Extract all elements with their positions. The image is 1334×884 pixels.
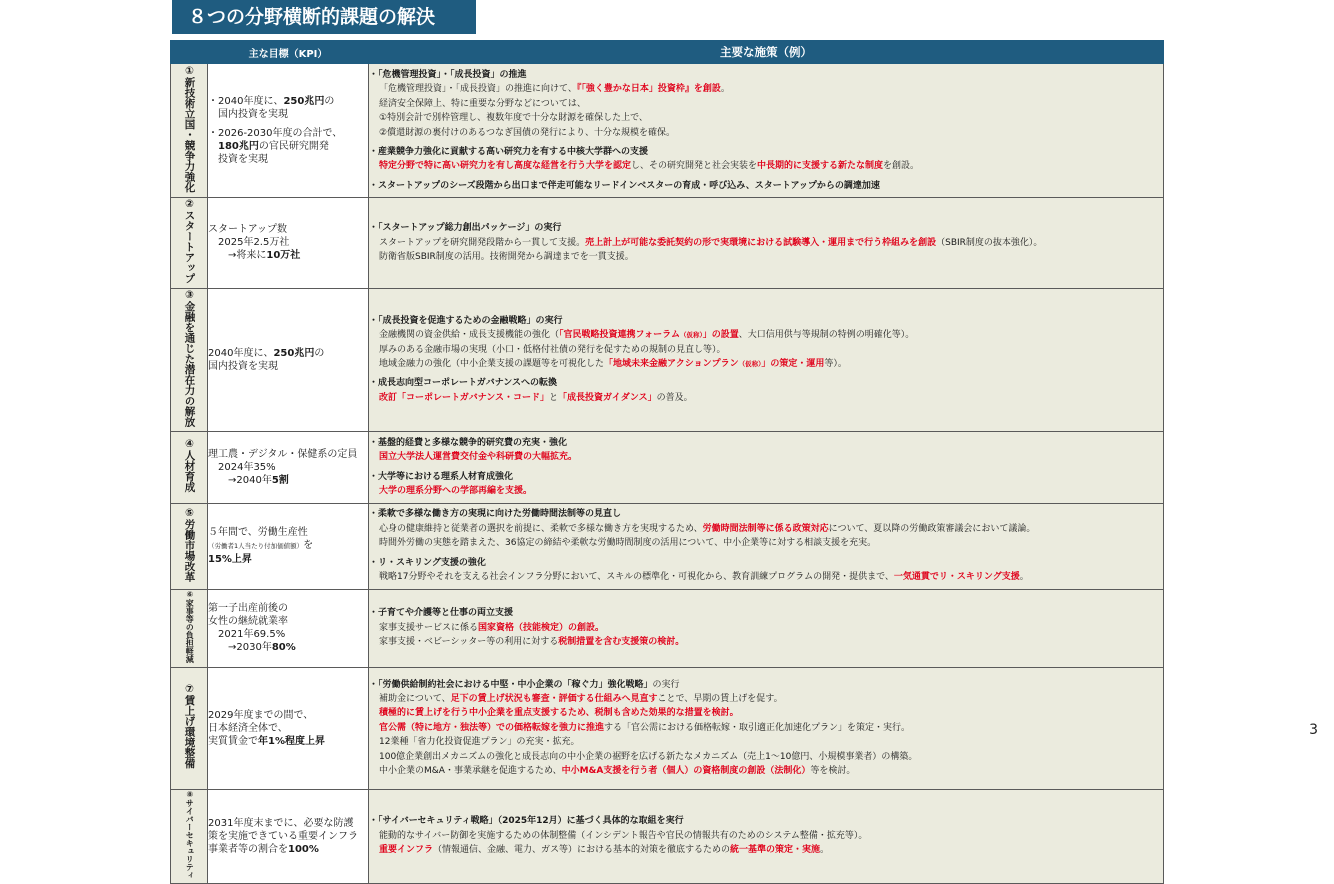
measure-highlight: 労働時間法制等に係る政策対応 xyxy=(702,523,829,534)
measure-highlight: 『「強く豊かな日本」投資枠』を創設 xyxy=(576,84,721,95)
category-cell xyxy=(171,589,208,667)
category-cell xyxy=(171,198,208,289)
measures-cell xyxy=(369,431,1164,503)
kpi-text: 2040年度に、 xyxy=(208,347,274,359)
measure-highlight: 統一基準の策定・実施 xyxy=(730,845,821,856)
measure-highlight: 売上計上が可能な委託契約の形で実環境における試験導入・運用まで行う枠組みを創設 xyxy=(585,237,937,248)
measure-line xyxy=(369,436,1163,450)
kpi-emphasis: 10万社 xyxy=(266,250,301,262)
kpi-text: の xyxy=(314,347,325,359)
measure-text: ②償還財源の裏付けのあるつなぎ国債の発行により、十分な規模を確保。 xyxy=(379,127,675,138)
kpi-line xyxy=(208,722,368,735)
measure-text: について、夏以降の労働政策審議会において議論。 xyxy=(828,523,1036,534)
kpi-emphasis: 180兆円 xyxy=(218,141,259,152)
kpi-line xyxy=(208,539,368,553)
kpi-text: ・2026-2030年度の合計で、 xyxy=(208,128,343,139)
kpi-note: （労働者1人当たり付加価値額） xyxy=(208,542,304,550)
measure-line xyxy=(369,678,1163,692)
measure-line xyxy=(369,692,1163,706)
measure-highlight: 特定分野で特に高い研究力を有し高度な経営を行う大学を認定 xyxy=(379,161,632,172)
measure-highlight: 足下の賃上げ状況も審査・評価する仕組みへ見直す xyxy=(450,693,658,704)
measure-highlight: 」の設置 xyxy=(702,330,739,341)
measure-line xyxy=(369,522,1163,536)
measure-highlight: 重要インフラ xyxy=(379,845,434,856)
kpi-line xyxy=(208,448,368,461)
measure-line xyxy=(369,314,1163,328)
kpi-line xyxy=(208,461,368,474)
category-cell xyxy=(171,288,208,431)
measure-heading: ・「スタートアップ総力創出パッケージ」の実行 xyxy=(369,223,562,234)
category-label: ⑧サイバーセキュリティ xyxy=(185,789,195,879)
table-row xyxy=(171,789,1164,883)
kpi-line xyxy=(208,628,368,641)
kpi-text: 2025年2.5万社 xyxy=(208,237,290,249)
kpi-emphasis: 100% xyxy=(288,843,319,855)
measure-line xyxy=(369,635,1163,649)
measure-line xyxy=(369,735,1163,749)
measure-text: 経済安全保障上、特に重要な分野などについては、 xyxy=(379,98,586,109)
measure-highlight-note: （仮称） xyxy=(679,331,703,340)
measure-highlight: 積極的に賃上げを行う中小企業を重点支援するため、税制も含めた効果的な措置を検討。 xyxy=(379,708,739,719)
measure-text: 。 xyxy=(820,845,830,856)
measure-highlight: 税制措置を含む支援策の検討。 xyxy=(558,637,685,648)
kpi-cell xyxy=(208,503,369,589)
measure-line xyxy=(369,621,1163,635)
category-cell xyxy=(171,431,208,503)
measure-text: 中小企業のM&A・事業承継を促進するため、 xyxy=(379,766,562,777)
kpi-cell xyxy=(208,288,369,431)
kpi-line xyxy=(208,360,368,373)
category-cell xyxy=(171,64,208,198)
kpi-line xyxy=(208,615,368,628)
measure-text: 。 xyxy=(1019,572,1029,583)
kpi-text: 2031年度末までに、必要な防護 xyxy=(208,817,354,829)
measure-heading: ・基盤的経費と多様な競争的研究費の充実・強化 xyxy=(369,437,568,448)
kpi-cell xyxy=(208,64,369,198)
measure-heading: ・産業競争力強化に貢献する高い研究力を有する中核大学群への支援 xyxy=(369,146,649,157)
measure-highlight: 国家資格（技能検定）の創設。 xyxy=(478,622,605,633)
measure-text: 補助金について、 xyxy=(379,693,451,704)
kpi-cell xyxy=(208,667,369,789)
measure-line xyxy=(369,221,1163,235)
measure-line xyxy=(369,764,1163,778)
kpi-text: 女性の継続就業率 xyxy=(208,616,288,627)
measure-text: 家事支援・ベビーシッター等の利用に対する xyxy=(379,637,559,648)
kpi-text: 実質賃金で xyxy=(208,735,258,747)
measure-heading: ・子育てや介護等と仕事の両立支援 xyxy=(369,608,514,619)
kpi-line xyxy=(208,526,368,539)
kpi-line xyxy=(208,843,368,856)
measure-text: の普及。 xyxy=(656,392,693,403)
measure-text: 能動的なサイバー防御を実施するための体制整備（インシデント報告や官民の情報共有のためのシステム整備・拡充等）。 xyxy=(379,830,868,841)
measure-heading: ・柔軟で多様な働き方の実現に向けた労働時間法制等の見直し xyxy=(369,509,622,520)
measure-heading: ・「サイバーセキュリティ戦略」（2025年12月）に基づく具体的な取組を実行 xyxy=(369,816,684,827)
measures-cell xyxy=(369,503,1164,589)
measures-cell xyxy=(369,789,1164,883)
measure-heading: ・成長志向型コーポレートガバナンスへの転換 xyxy=(369,378,558,389)
kpi-cell xyxy=(208,198,369,289)
measure-text: 家事支援サービスに係る xyxy=(379,622,479,633)
measure-text: 。 xyxy=(720,84,730,95)
measure-line xyxy=(369,570,1163,584)
header-kpi: 主な目標（KPI） xyxy=(208,41,369,64)
measure-text: し、その研究開発と社会実装を xyxy=(631,161,758,172)
kpi-line xyxy=(208,735,368,748)
measure-line xyxy=(369,357,1163,371)
measure-line xyxy=(369,376,1163,390)
measure-text: 心身の健康維持と従業者の選択を前提に、柔軟で多様な働き方を実現するため、 xyxy=(379,523,703,534)
measure-line xyxy=(369,68,1163,82)
kpi-line xyxy=(208,236,368,249)
table-row xyxy=(171,667,1164,789)
measure-heading: ・「成長投資を促進するための金融戦略」の実行 xyxy=(369,315,563,326)
measure-line xyxy=(369,750,1163,764)
category-cell xyxy=(171,667,208,789)
table-row xyxy=(171,503,1164,589)
measure-text: の実行 xyxy=(652,679,680,690)
measure-highlight: 中長期的に支援する新たな制度 xyxy=(757,161,884,172)
kpi-line xyxy=(208,602,368,615)
measure-heading: ・スタートアップのシーズ段階から出口まで伴走可能なリードインベスターの育成・呼び込み、スタートアップからの調達加速 xyxy=(369,180,880,191)
table-row xyxy=(171,198,1164,289)
measure-line xyxy=(369,606,1163,620)
measure-highlight: 官公需（特に地方・独法等）での価格転嫁を強力に推進 xyxy=(379,722,605,733)
kpi-text: の xyxy=(324,96,335,107)
measures-cell xyxy=(369,64,1164,198)
kpi-line xyxy=(208,709,368,722)
measure-text: 、大口信用供与等規制の特例の明確化等）。 xyxy=(738,330,915,341)
kpi-line xyxy=(208,830,368,843)
header-blank xyxy=(171,41,208,64)
kpi-emphasis: 15%上昇 xyxy=(208,554,252,565)
table-header-row xyxy=(171,41,1164,64)
category-label: ⑦賃上げ環境整備 xyxy=(183,683,196,769)
kpi-text: 国内投資を実現 xyxy=(208,109,288,120)
measure-text: 「危機管理投資」・「成長投資」の推進に向けて、 xyxy=(379,84,577,95)
kpi-emphasis: 5割 xyxy=(271,474,289,486)
kpi-line xyxy=(208,140,368,153)
kpi-text: 策を実施できている重要インフラ xyxy=(208,830,358,842)
kpi-line xyxy=(208,95,368,108)
measure-heading: ・大学等における理系人材育成強化 xyxy=(369,471,514,482)
measure-line xyxy=(369,721,1163,735)
measure-text: と xyxy=(549,392,559,403)
measure-text: 12業種「省力化投資促進プラン」の充実・拡充。 xyxy=(379,737,580,748)
measure-line xyxy=(369,706,1163,720)
measure-highlight-note: （仮称） xyxy=(738,360,762,368)
measure-line xyxy=(369,391,1163,405)
kpi-cell xyxy=(208,431,369,503)
kpi-text: 日本経済全体で、 xyxy=(208,722,288,734)
measures-cell xyxy=(369,589,1164,667)
measure-line xyxy=(369,343,1163,357)
measure-heading: ・「労働供給制約社会における中堅・中小企業の「稼ぐ力」強化戦略」 xyxy=(369,679,653,690)
kpi-line xyxy=(208,108,368,121)
kpi-text: 2029年度までの間で、 xyxy=(208,709,314,721)
measure-line xyxy=(369,145,1163,159)
measure-heading: ・「危機管理投資」・「成長投資」の推進 xyxy=(369,69,527,80)
measure-line xyxy=(369,82,1163,96)
category-cell xyxy=(171,503,208,589)
kpi-line xyxy=(208,474,368,487)
kpi-text: ５年間で、労働生産性 xyxy=(208,527,308,538)
kpi-line xyxy=(208,641,368,654)
measure-text: 地域金融力の強化（中小企業支援の課題等を可視化した xyxy=(379,359,605,369)
measure-highlight: 一気通貫でリ・スキリング支援 xyxy=(893,572,1020,583)
kpi-text: を xyxy=(303,540,314,551)
kpi-text: ・2040年度に、 xyxy=(208,96,284,107)
category-label: ③金融を通じた潜在力の解放 xyxy=(183,288,196,427)
measure-line xyxy=(369,450,1163,464)
category-label: ②スタートアップ xyxy=(183,198,196,284)
kpi-text: →2030年 xyxy=(208,642,272,653)
kpi-line xyxy=(208,153,368,166)
measure-highlight: 大学の理系分野への学部再編を支援。 xyxy=(379,485,533,496)
category-label: ⑤労働市場改革 xyxy=(183,506,196,582)
kpi-line xyxy=(208,817,368,830)
kpi-text: 投資を実現 xyxy=(208,154,268,165)
measure-text: スタートアップを研究開発段階から一貫して支援。 xyxy=(379,237,586,248)
kpi-text: の官民研究開発 xyxy=(258,141,329,152)
table-row xyxy=(171,288,1164,431)
kpi-emphasis: 80% xyxy=(271,642,296,653)
kpi-line xyxy=(208,553,368,566)
kpi-text: →将来に xyxy=(208,250,267,262)
measure-highlight: 「成長投資ガイダンス」 xyxy=(558,392,657,403)
category-cell xyxy=(171,789,208,883)
measure-text: ①特別会計で別枠管理し、複数年度で十分な財源を確保した上で、 xyxy=(379,113,648,124)
kpi-cell xyxy=(208,789,369,883)
header-measures: 主要な施策（例） xyxy=(369,41,1164,64)
measure-highlight: 」の策定・運用 xyxy=(761,359,825,369)
category-label: ⑥家事等の負担軽減 xyxy=(185,589,195,663)
table-row xyxy=(171,431,1164,503)
measure-heading: ・リ・スキリング支援の強化 xyxy=(369,557,486,568)
kpi-measures-table xyxy=(170,40,1164,884)
measure-text: 金融機関の資金供給・成長支援機能の強化（ xyxy=(379,330,560,341)
measure-line xyxy=(369,556,1163,570)
measure-line xyxy=(369,536,1163,550)
measure-text: ことで、早期の賃上げを促す。 xyxy=(657,693,783,704)
measures-cell xyxy=(369,198,1164,289)
measure-text: （情報通信、金融、電力、ガス等）における基本的対策を徹底するための xyxy=(433,845,731,856)
kpi-line xyxy=(208,249,368,262)
measure-text: 厚みのある金融市場の実現（小口・低格付社債の発行を促すための規制の見直し等）。 xyxy=(379,344,726,355)
kpi-text: 2021年69.5% xyxy=(208,629,286,640)
kpi-cell xyxy=(208,589,369,667)
kpi-text: 理工農・デジタル・保健系の定員 xyxy=(208,448,358,460)
kpi-text: 国内投資を実現 xyxy=(208,360,278,372)
measure-text: 100億企業創出メカニズムの強化と成長志向の中小企業の裾野を広げる新たなメカニズム（売上1～10億円、小規模事業者）の構築。 xyxy=(379,751,918,762)
measure-text: 戦略17分野やそれを支える社会インフラ分野において、スキルの標準化・可視化から、教育訓練プログラムの開発・提供まで、 xyxy=(379,572,894,583)
measure-text: 時間外労働の実態を踏まえた、36協定の締結や柔軟な労働時間制度の活用について、中小企業等に対する相談支援を充実。 xyxy=(379,538,877,549)
measure-text: を創設。 xyxy=(883,161,920,172)
measure-line xyxy=(369,159,1163,173)
kpi-text: →2040年 xyxy=(208,474,272,486)
measure-line xyxy=(369,111,1163,125)
measure-line xyxy=(369,843,1163,857)
kpi-emphasis: 250兆円 xyxy=(283,96,325,107)
page-title: ８つの分野横断的課題の解決 xyxy=(172,0,476,34)
measure-highlight: 「地域未来金融アクションプラン xyxy=(604,359,739,369)
page-number: 3 xyxy=(1309,722,1318,738)
measure-highlight: 国立大学法人運営費交付金や科研費の大幅拡充。 xyxy=(379,452,578,463)
category-label: ④人材育成 xyxy=(183,438,196,492)
measure-line xyxy=(369,126,1163,140)
measure-text: 等）。 xyxy=(824,359,847,369)
kpi-text: 2024年35% xyxy=(208,461,276,473)
measure-line xyxy=(369,97,1163,111)
kpi-text: 事業者等の割合を xyxy=(208,843,288,855)
measure-line xyxy=(369,507,1163,521)
kpi-line xyxy=(208,223,368,236)
measure-highlight: 中小M&A支援を行う者（個人）の資格制度の創設（法制化） xyxy=(561,766,811,777)
measures-cell xyxy=(369,288,1164,431)
kpi-emphasis: 250兆円 xyxy=(273,347,315,359)
category-label: ①新技術立国・競争力強化 xyxy=(183,64,196,193)
measure-line xyxy=(369,179,1163,193)
measure-highlight: 改訂「コーポレートガバナンス・コード」 xyxy=(379,392,550,403)
measure-line xyxy=(369,236,1163,250)
measure-highlight: 「官民戦略投資連携フォーラム xyxy=(559,330,680,341)
kpi-text: 第一子出産前後の xyxy=(208,603,288,614)
measure-line xyxy=(369,328,1163,342)
table-row xyxy=(171,589,1164,667)
kpi-line xyxy=(208,347,368,360)
measure-text: （SBIR制度の抜本強化）。 xyxy=(936,237,1043,248)
measures-cell xyxy=(369,667,1164,789)
kpi-text: スタートアップ数 xyxy=(208,224,287,236)
measure-line xyxy=(369,470,1163,484)
kpi-line xyxy=(208,127,368,140)
kpi-emphasis: 年1%程度上昇 xyxy=(258,735,325,747)
measure-line xyxy=(369,250,1163,264)
measure-text: 防衛省版SBIR制度の活用。技術開発から調達までを一貫支援。 xyxy=(379,251,634,262)
kpi-text xyxy=(208,141,218,152)
measure-line xyxy=(369,829,1163,843)
measure-text: する「官公需における価格転嫁・取引適正化加速化プラン」を策定・実行。 xyxy=(604,722,911,733)
measure-line xyxy=(369,484,1163,498)
measure-text: 等を検討。 xyxy=(810,766,856,777)
table-row xyxy=(171,64,1164,198)
measure-line xyxy=(369,814,1163,828)
